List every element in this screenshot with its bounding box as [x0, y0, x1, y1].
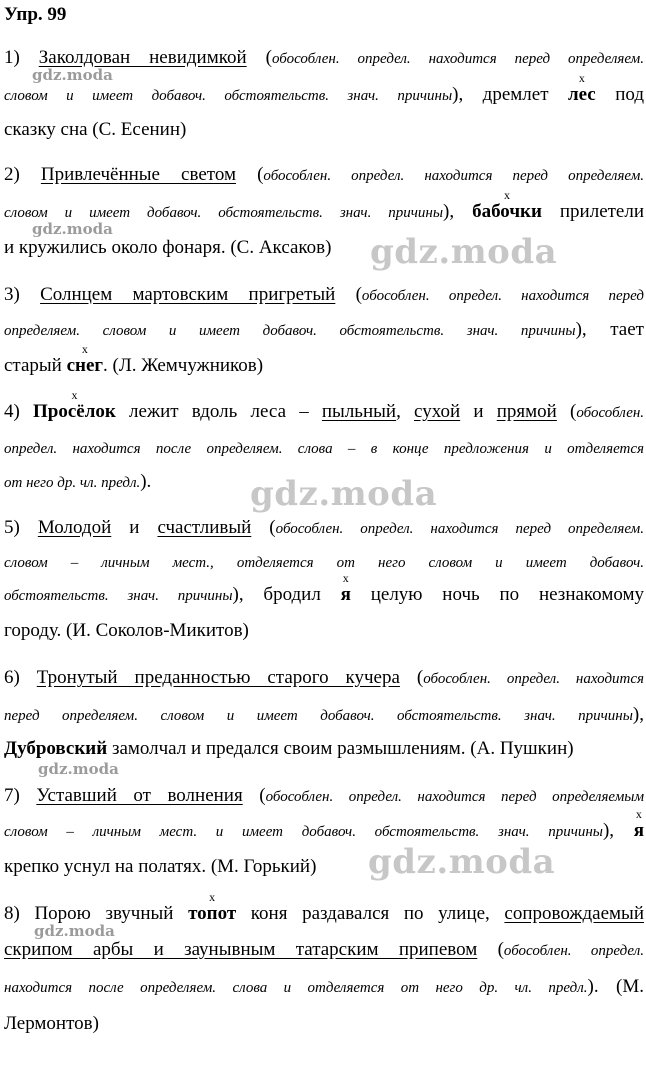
s8-definition-1: сопровождаемый [504, 903, 644, 924]
exercise-title: Упр. 99 [4, 4, 67, 25]
s1-subject: x лес [567, 71, 596, 105]
s7-line-3: крепко уснул на полатях. (М. Горький) [4, 856, 317, 877]
s1-line-2: словом и имеет добавоч. обстоятельств. знач. причины), дремлет x лес под [4, 71, 644, 105]
s7-subject: x я [633, 807, 645, 841]
watermark: gdz.moda [34, 922, 115, 940]
s3-line-2: определяем. словом и имеет добавоч. обстоятельств. знач. причины), тает [4, 319, 644, 340]
watermark: gdz.moda [370, 232, 558, 272]
s6-definition: Тронутый преданностью старого кучера [36, 667, 400, 688]
s8-line-1: 8) Порою звучный x топот коня раздавался по улице, сопровождаемый [4, 890, 644, 924]
s1-line-3: сказку сна (С. Есенин) [4, 119, 187, 140]
s5-line-4: городу. (И. Соколов-Микитов) [4, 620, 249, 641]
s4-comment-3: от него др. чл. предл. [4, 475, 141, 491]
s8-line-3: находится после определяем. слова и отделяется от него др. чл. предл.). (М. [4, 976, 644, 997]
s4-subject: x Просёлок [33, 388, 116, 422]
s1-comment-2: словом и имеет добавоч. обстоятельств. знач. причины [4, 88, 453, 104]
watermark: gdz.moda [32, 66, 113, 84]
watermark: gdz.moda [368, 842, 556, 882]
s2-line-1: 2) Привлечённые светом (обособлен. определ. находится перед определяем. [4, 164, 645, 185]
s3-definition: Солнцем мартовским пригретый [40, 284, 336, 305]
s2-line-2: словом и имеет добавоч. обстоятельств. знач. причины), x бабочки прилетели [4, 188, 645, 222]
s8-subject: x топот [188, 890, 237, 924]
s1-line-1: 1) Заколдован невидимкой (обособлен. определ. находится перед определяем. [4, 47, 645, 68]
s5-definition-1: Молодой [37, 517, 112, 538]
watermark: gdz.moda [250, 474, 438, 514]
s4-definition-1: пыльный [321, 401, 397, 422]
s1-comment-1: обособлен. определ. находится перед определяем. [271, 51, 645, 67]
s5-definition-2: счастливый [157, 517, 252, 538]
s4-comment-1: обособлен. [576, 405, 645, 421]
s3-comment-1: обособлен. определ. находится перед [361, 288, 645, 304]
s4-line-2 [4, 436, 644, 461]
s5-comment-2: словом – личным мест., отделяется от него словом и имеет добавоч. [4, 555, 644, 571]
s5-line-3: обстоятельств. знач. причины), бродил x я целую ночь по незнакомому [4, 571, 645, 605]
s7-comment-1: обособлен. определ. находится перед определяемым [265, 789, 645, 805]
s5-line-2 [4, 550, 644, 575]
s6-line-1: 6) Тронутый преданностью старого кучера (обособлен. определ. находится [4, 667, 645, 688]
s7-definition: Уставший от волнения [36, 785, 243, 806]
s3-subject: x снег [66, 342, 104, 376]
s4-line-3: от него др. чл. предл.). [4, 471, 152, 492]
s8-line-4: Лермонтов) [4, 1013, 99, 1034]
s8-line-2: скрипом арбы и заунывным татарским припевом (обособлен. определ. [4, 939, 644, 960]
s5-line-1: 5) Молодой и счастливый (обособлен. определ. находится перед определяем. [4, 517, 644, 538]
s8-comment-2: находится после определяем. слова и отделяется от него др. чл. предл. [4, 980, 588, 996]
s5-subject: x я [340, 571, 351, 605]
s7-line-2: словом – личным мест. и имеет добавоч. обстоятельств. знач. причины), x я [4, 807, 645, 841]
s6-comment-1: обособлен. определ. находится [423, 671, 645, 687]
s6-line-2: перед определяем. словом и имеет добавоч. обстоятельств. знач. причины), [4, 704, 644, 725]
s3-line-1: 3) Солнцем мартовским пригретый (обособлен. определ. находится перед [4, 284, 645, 305]
s3-line-3: старый x снег. (Л. Жемчужников) [4, 342, 264, 376]
s7-comment-2: словом – личным мест. и имеет добавоч. обстоятельств. знач. причины [4, 824, 603, 840]
s5-comment-3: обстоятельств. знач. причины [4, 588, 233, 604]
s2-line-3: и кружились около фонаря. (С. Аксаков) [4, 237, 332, 258]
s4-definition-2: сухой [414, 401, 461, 422]
s1-definition: Заколдован невидимкой [38, 47, 247, 68]
s5-comment-1: обособлен. определ. находится перед определяем. [275, 521, 644, 537]
watermark: gdz.moda [32, 220, 113, 238]
s2-subject: x бабочки [472, 188, 542, 222]
s6-line-3: Дубровский замолчал и предался своим размышлениям. (А. Пушкин) [4, 738, 574, 759]
s8-comment-1: обособлен. определ. [503, 943, 644, 959]
s2-definition: Привлечённые светом [40, 164, 236, 185]
s6-subject: Дубровский [4, 738, 108, 759]
s8-definition-2: скрипом арбы и заунывным татарским припевом [4, 939, 478, 960]
s4-definition-3: прямой [496, 401, 557, 422]
s6-comment-2: перед определяем. словом и имеет добавоч. обстоятельств. знач. причины [4, 708, 633, 724]
s7-line-1: 7) Уставший от волнения (обособлен. определ. находится перед определяемым [4, 785, 645, 806]
s4-comment-2: определ. находится после определяем. слова – в конце предложения и отделяется [4, 441, 644, 457]
s2-comment-1: обособлен. определ. находится перед определяем. [263, 168, 645, 184]
s2-comment-2: словом и имеет добавоч. обстоятельств. знач. причины [4, 205, 444, 221]
s4-line-1: 4) x Просёлок лежит вдоль леса – пыльный, сухой и прямой (обособлен. [4, 388, 645, 422]
s3-comment-2: определяем. словом и имеет добавоч. обстоятельств. знач. причины [4, 323, 576, 339]
watermark: gdz.moda [38, 760, 119, 778]
